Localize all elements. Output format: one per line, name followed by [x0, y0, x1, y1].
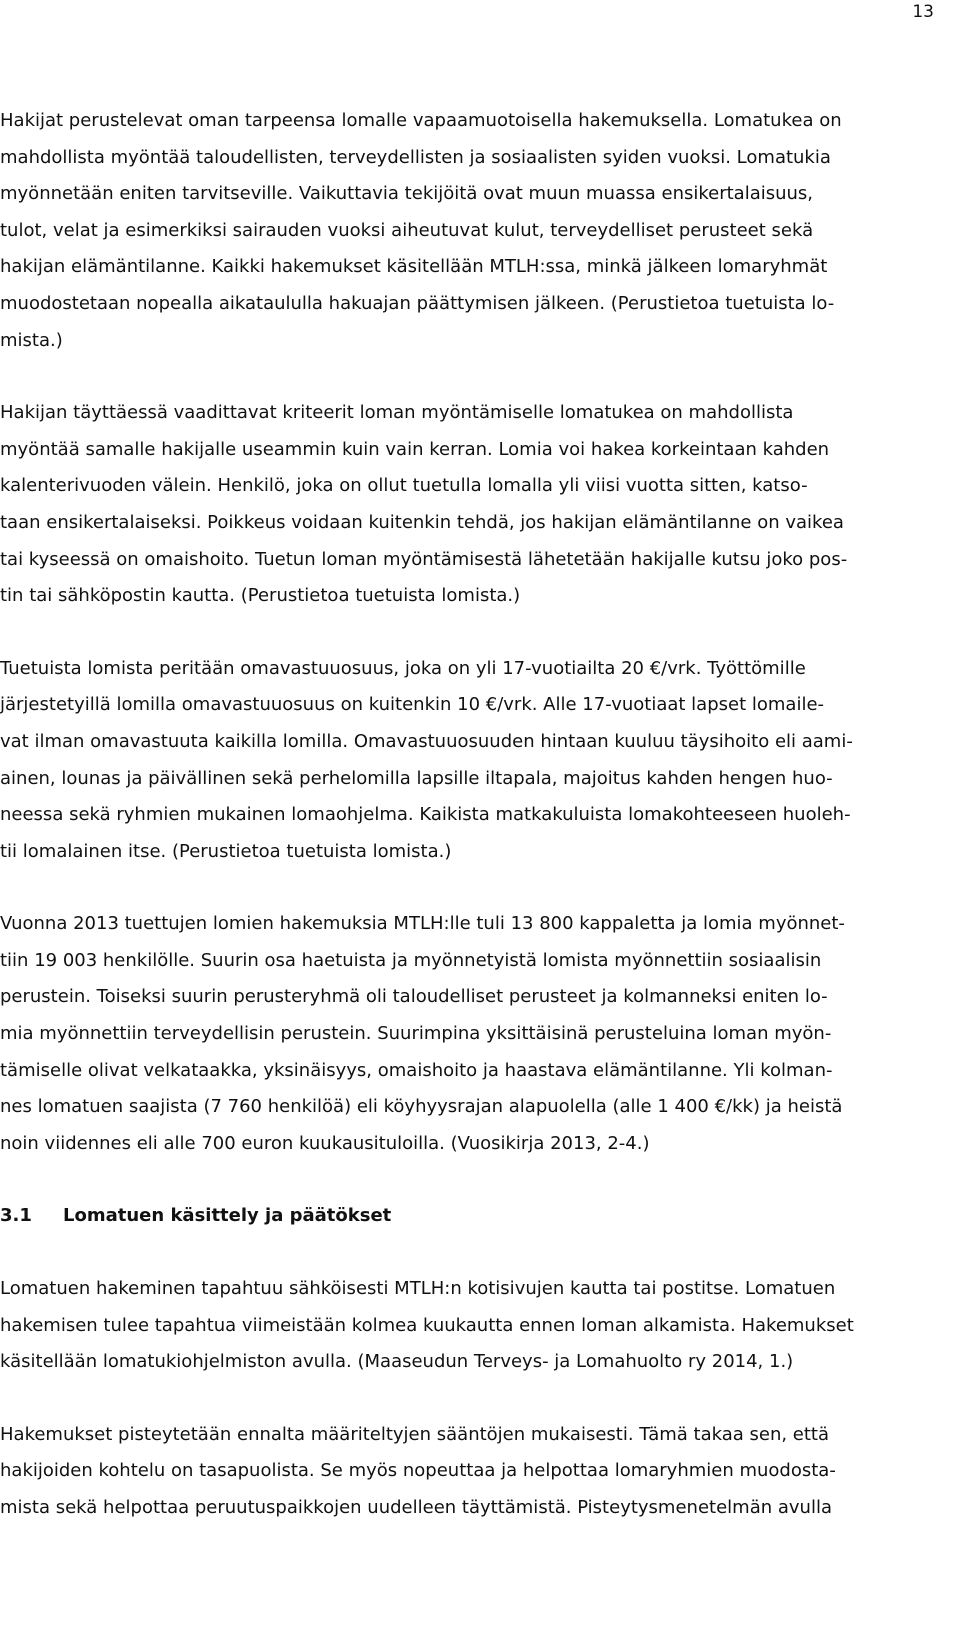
- paragraph-application-process: [0, 1271, 950, 1381]
- paragraph-gap: [0, 615, 950, 651]
- text-line: mia myönnettiin terveydellisin perustein. Suurimpina yksittäisinä perusteluina loman myön-: [0, 1023, 832, 1045]
- text-line: käsitellään lomatukiohjelmiston avulla. (Maaseudun Terveys- ja Lomahuolto ry 2014, 1.): [0, 1351, 794, 1373]
- section-title: Lomatuen käsittely ja päätökset: [63, 1205, 392, 1227]
- paragraph-scoring: [0, 1417, 950, 1527]
- section-heading: [0, 1198, 950, 1235]
- text-line: neessa sekä ryhmien mukainen lomaohjelma. Kaikista matkakuluista lomakohteeseen huoleh-: [0, 804, 851, 826]
- text-line: tai kyseessä on omaishoito. Tuetun loman myöntämisestä lähetetään hakijalle kutsu joko pos-: [0, 548, 848, 570]
- text-line: Hakijan täyttäessä vaadittavat kriteerit loman myöntämiselle lomatukea on mahdollista: [0, 402, 794, 424]
- text-line: mahdollista myöntää taloudellisten, terveydellisten ja sosiaalisten syiden vuoksi. Lomatukia: [0, 146, 831, 168]
- paragraph-gap: [0, 1235, 950, 1271]
- text-line: Tuetuista lomista peritään omavastuuosuus, joka on yli 17-vuotiailta 20 €/vrk. Työttömille: [0, 657, 806, 679]
- text-line: tin tai sähköpostin kautta. (Perustietoa tuetuista lomista.): [0, 585, 521, 607]
- text-line: Vuonna 2013 tuettujen lomien hakemuksia MTLH:lle tuli 13 800 kappaletta ja lomia myönnet-: [0, 913, 845, 935]
- text-line: mista.): [0, 329, 63, 351]
- text-line: mista sekä helpottaa peruutuspaikkojen uudelleen täyttämistä. Pisteytysmenetelmän avulla: [0, 1497, 832, 1518]
- paragraph-gap: [0, 1381, 950, 1417]
- text-line: muodostetaan nopealla aikataululla hakuajan päättymisen jälkeen. (Perustietoa tuetuista lo-: [0, 292, 835, 314]
- text-line: tii lomalainen itse. (Perustietoa tuetuista lomista.): [0, 840, 452, 862]
- text-line: järjestetyillä lomilla omavastuuosuus on kuitenkin 10 €/vrk. Alle 17-vuotiaat lapset lomaile-: [0, 694, 825, 716]
- text-line: tulot, velat ja esimerkiksi sairauden vuoksi aiheutuvat kulut, terveydelliset perusteet sekä: [0, 219, 814, 241]
- text-line: hakijan elämäntilanne. Kaikki hakemukset käsitellään MTLH:ssa, minkä jälkeen lomaryhmät: [0, 256, 828, 278]
- text-line: vat ilman omavastuuta kaikilla lomilla. Omavastuuosuuden hintaan kuuluu täysihoito eli aami-: [0, 730, 853, 752]
- document-body: [0, 103, 950, 1527]
- text-line: myönnetään eniten tarvitseville. Vaikuttavia tekijöitä ovat muun muassa ensikertalaisuus,: [0, 183, 814, 205]
- text-line: Hakemukset pisteytetään ennalta määriteltyjen sääntöjen mukaisesti. Tämä takaa sen, että: [0, 1423, 830, 1445]
- text-line: Lomatuen hakeminen tapahtuu sähköisesti MTLH:n kotisivujen kautta tai postitse. Lomatuen: [0, 1278, 836, 1300]
- text-line: Hakijat perustelevat oman tarpeensa lomalle vapaamuotoisella hakemuksella. Lomatukea on: [0, 110, 842, 131]
- text-line: kalenterivuoden välein. Henkilö, joka on ollut tuetulla lomalla yli viisi vuotta sitten, katso-: [0, 475, 808, 497]
- paragraph-gap: [0, 359, 950, 395]
- text-line: ainen, lounas ja päivällinen sekä perhelomilla lapsille iltapala, majoitus kahden hengen huo-: [0, 767, 833, 789]
- paragraph-application-justification: [0, 103, 950, 359]
- text-line: hakemisen tulee tapahtua viimeistään kolmea kuukautta ennen loman alkamista. Hakemukset: [0, 1314, 854, 1336]
- page-number: 13: [912, 2, 934, 22]
- paragraph-gap: [0, 1162, 950, 1198]
- text-line: hakijoiden kohtelu on tasapuolista. Se myös nopeuttaa ja helpottaa lomaryhmien muodosta-: [0, 1460, 836, 1482]
- text-line: nes lomatuen saajista (7 760 henkilöä) eli köyhyysrajan alapuolella (alle 1 400 €/kk) ja heistä: [0, 1096, 843, 1118]
- text-line: tiin 19 003 henkilölle. Suurin osa haetuista ja myönnetyistä lomista myönnettiin sosiaalisin: [0, 949, 822, 971]
- text-line: noin viidennes eli alle 700 euron kuukausituloilla. (Vuosikirja 2013, 2-4.): [0, 1132, 650, 1154]
- paragraph-statistics-2013: [0, 906, 950, 1162]
- paragraph-gap: [0, 870, 950, 906]
- text-line: myöntää samalle hakijalle useammin kuin vain kerran. Lomia voi hakea korkeintaan kahden: [0, 438, 830, 460]
- text-line: perustein. Toiseksi suurin perusteryhmä oli taloudelliset perusteet ja kolmanneksi eniten lo-: [0, 986, 828, 1008]
- paragraph-deductible: [0, 651, 950, 871]
- text-line: tämiselle olivat velkataakka, yksinäisyys, omaishoito ja haastava elämäntilanne. Yli kolman-: [0, 1059, 833, 1081]
- section-number: 3.1: [0, 1205, 32, 1227]
- paragraph-eligibility-criteria: [0, 395, 950, 615]
- text-line: taan ensikertalaiseksi. Poikkeus voidaan kuitenkin tehdä, jos hakijan elämäntilanne on vaikea: [0, 511, 844, 533]
